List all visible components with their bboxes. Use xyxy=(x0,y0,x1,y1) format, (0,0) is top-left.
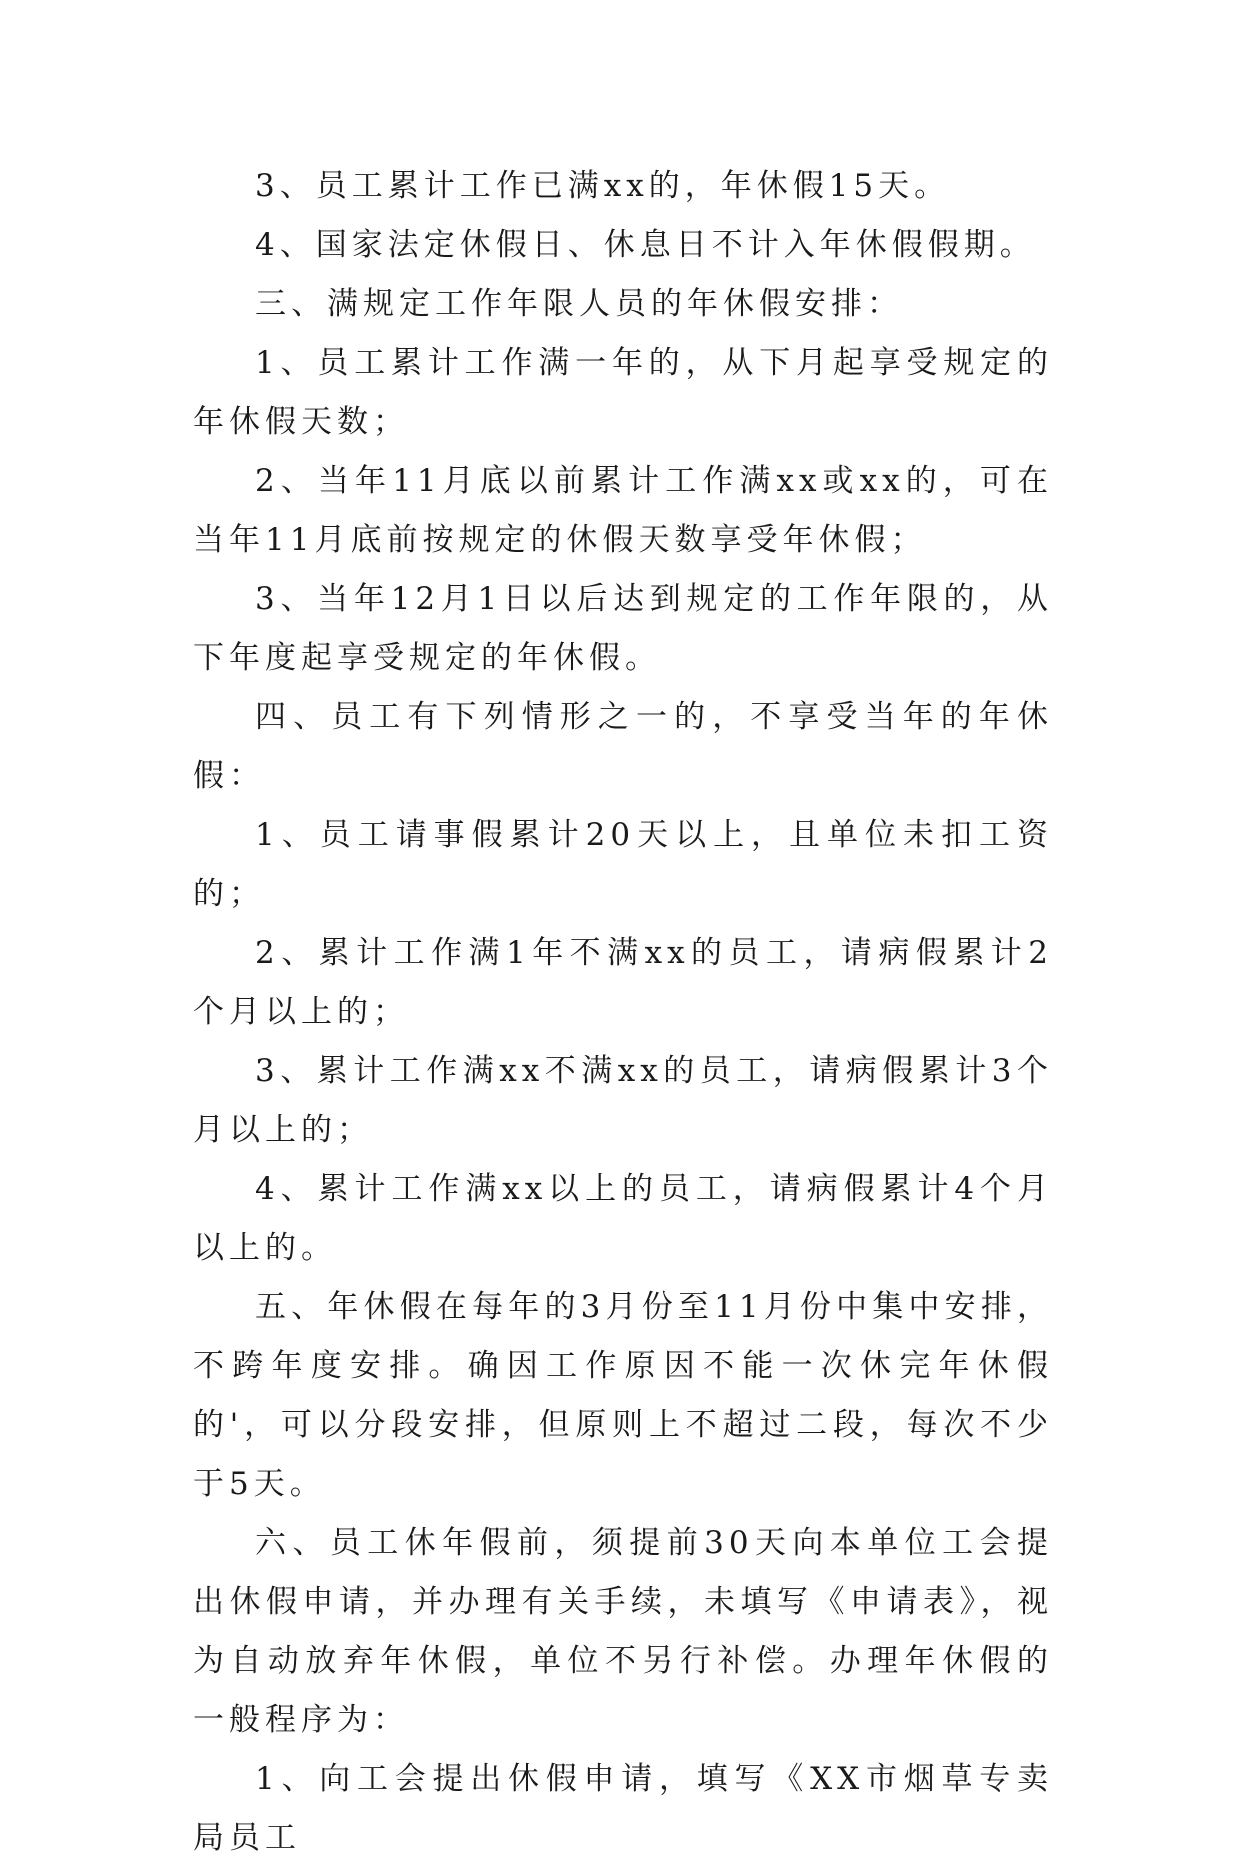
paragraph: 4、累计工作满xx以上的员工，请病假累计4个月以上的。 xyxy=(193,1171,1053,1266)
section-paragraph: 五、年休假在每年的3月份至11月份中集中安排，不跨年度安排。确因工作原因不能一次休完年休假的'，可以分段安排，但原则上不超过二段，每次不少于5天。 xyxy=(193,1289,1053,1502)
section-heading: 三、满规定工作年限人员的年休假安排： xyxy=(255,286,903,322)
paragraph: 3、当年12月1日以后达到规定的工作年限的，从下年度起享受规定的年休假。 xyxy=(193,581,1053,676)
paragraph: 2、累计工作满1年不满xx的员工，请病假累计2个月以上的； xyxy=(193,935,1053,1030)
paragraph: 3、员工累计工作已满xx的，年休假15天。 xyxy=(255,168,951,204)
paragraph: 3、累计工作满xx不满xx的员工，请病假累计3个月以上的； xyxy=(193,1053,1053,1148)
section-paragraph: 六、员工休年假前，须提前30天向本单位工会提出休假申请，并办理有关手续，未填写《申请表》，视为自动放弃年休假，单位不另行补偿。办理年休假的一般程序为： xyxy=(193,1525,1053,1738)
paragraph: 4、国家法定休假日、休息日不计入年休假假期。 xyxy=(255,227,1036,263)
paragraph: 1、向工会提出休假申请，填写《XX市烟草专卖局员工 xyxy=(193,1761,1053,1856)
document-body xyxy=(193,157,1053,1868)
paragraph: 2、当年11月底以前累计工作满xx或xx的，可在当年11月底前按规定的休假天数享受年休假； xyxy=(193,463,1053,558)
paragraph: 1、员工累计工作满一年的，从下月起享受规定的年休假天数； xyxy=(193,345,1053,440)
section-heading: 四、员工有下列情形之一的，不享受当年的年休假： xyxy=(193,699,1053,794)
paragraph: 1、员工请事假累计20天以上，且单位未扣工资的； xyxy=(193,817,1053,912)
